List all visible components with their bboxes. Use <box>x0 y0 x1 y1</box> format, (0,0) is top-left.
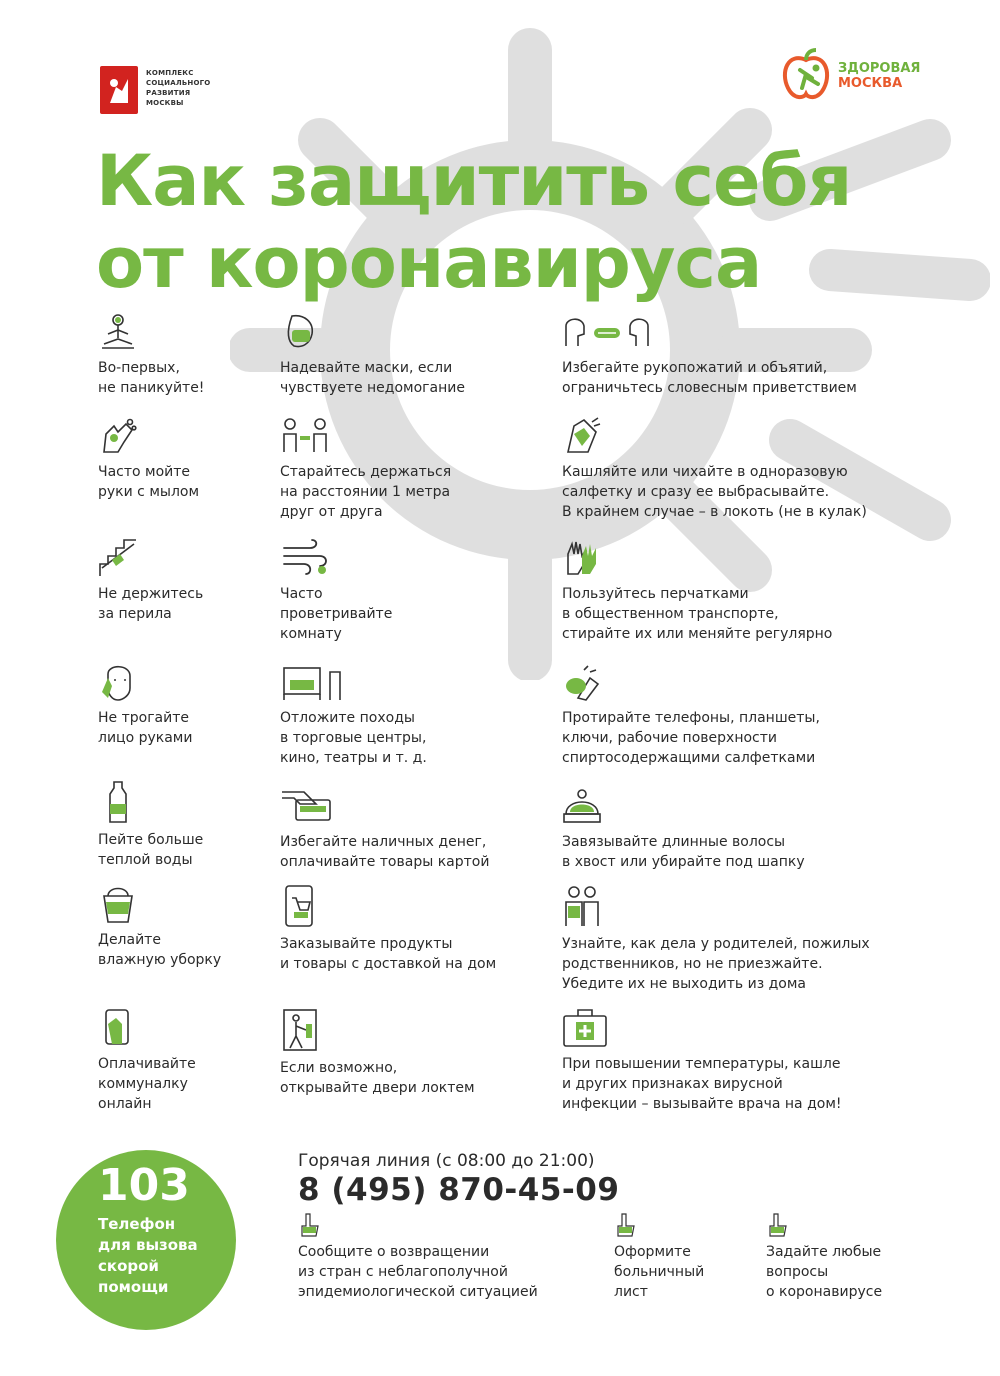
emergency-text: Телефон <box>98 1215 176 1233</box>
org-name <box>146 68 210 108</box>
tip-item <box>562 662 820 768</box>
hand-wash-icon <box>98 416 138 456</box>
tip-text: коммуналку <box>98 1076 188 1092</box>
no-handshake-icon <box>562 312 652 352</box>
tip-text: ключи, рабочие поверхности <box>562 730 777 746</box>
topic-text: из стран с неблагополучной <box>298 1264 508 1280</box>
topic-text: лист <box>614 1284 648 1300</box>
gloves-icon <box>562 538 602 578</box>
tip-text: онлайн <box>98 1096 152 1112</box>
tip-text: теплой воды <box>98 852 193 868</box>
tip-text: ограничьтесь словесным приветствием <box>562 380 857 396</box>
tip-text: руки с мылом <box>98 484 200 500</box>
pointing-hand-icon <box>614 1212 638 1240</box>
tip-item <box>98 780 203 870</box>
org-line: СОЦИАЛЬНОГО <box>146 79 211 87</box>
tip-text: на расстоянии 1 метра <box>280 484 451 500</box>
tip-item <box>280 416 451 522</box>
hotline-topic <box>298 1212 538 1302</box>
phone-cart-icon <box>280 884 320 928</box>
tip-item <box>98 312 204 398</box>
title-line: Как защитить себя <box>96 140 852 222</box>
tip-text: Часто мойте <box>98 464 191 480</box>
title-line: от коронавируса <box>96 222 762 304</box>
tip-item <box>98 538 203 624</box>
tip-item <box>562 312 857 398</box>
tip-text: Во-первых, <box>98 360 180 376</box>
tip-text: Узнайте, как дела у родителей, пожилых <box>562 936 870 952</box>
hotline-phone: 8 (495) 870-45-09 <box>298 1172 620 1208</box>
tip-item <box>562 786 805 872</box>
emergency-text: помощи <box>98 1278 169 1296</box>
tip-text: Завязывайте длинные волосы <box>562 834 786 850</box>
org-logo <box>100 66 210 114</box>
org-line: КОМПЛЕКС <box>146 69 194 77</box>
tip-item <box>280 312 465 398</box>
tip-text: Делайте <box>98 932 161 948</box>
tip-text: Старайтесь держаться <box>280 464 452 480</box>
tip-text: Не трогайте <box>98 710 189 726</box>
tip-text: Убедите их не выходить из дома <box>562 976 806 992</box>
topic-text: эпидемиологической ситуацией <box>298 1284 538 1300</box>
topic-text: Сообщите о возвращении <box>298 1244 490 1260</box>
tip-item <box>280 884 496 974</box>
online-pay-icon <box>98 1008 138 1048</box>
tip-text: не паникуйте! <box>98 380 205 396</box>
tip-text: спиртосодержащими салфетками <box>562 750 816 766</box>
tip-text: Избегайте рукопожатий и объятий, <box>562 360 828 376</box>
topic-text: о коронавирусе <box>766 1284 883 1300</box>
page-title <box>96 140 851 304</box>
tip-text: комнату <box>280 626 342 642</box>
meditation-icon <box>98 312 138 352</box>
moscow-emblem-icon <box>100 66 138 114</box>
tip-text: Если возможно, <box>280 1060 398 1076</box>
tip-item <box>562 416 867 522</box>
tip-text: инфекции – вызывайте врача на дом! <box>562 1096 842 1112</box>
medkit-icon <box>562 1008 608 1048</box>
tip-item <box>98 884 221 970</box>
elderly-icon <box>562 884 602 928</box>
org-line: МОСКВЫ <box>146 99 184 107</box>
tip-item <box>280 538 392 644</box>
tip-item <box>562 1008 842 1114</box>
tip-text: и товары с доставкой на дом <box>280 956 497 972</box>
brand-line: ЗДОРОВАЯ <box>838 61 921 76</box>
topic-text: больничный <box>614 1264 705 1280</box>
topic-text: Оформите <box>614 1244 691 1260</box>
tip-text: и других признаках вирусной <box>562 1076 783 1092</box>
tip-text: влажную уборку <box>98 952 222 968</box>
tip-item <box>98 416 199 502</box>
card-payment-icon <box>280 786 336 826</box>
hotline-topic <box>766 1212 882 1302</box>
distance-icon <box>280 416 330 456</box>
tip-text: салфетку и сразу ее выбрасывайте. <box>562 484 830 500</box>
tip-text: открывайте двери локтем <box>280 1080 475 1096</box>
org-line: РАЗВИТИЯ <box>146 89 191 97</box>
pointing-hand-icon <box>298 1212 322 1240</box>
bucket-icon <box>98 884 138 924</box>
tip-text: Оплачивайте <box>98 1056 196 1072</box>
cinema-icon <box>280 662 344 702</box>
hat-icon <box>562 786 602 826</box>
tip-text: Избегайте наличных денег, <box>280 834 487 850</box>
brand-name <box>838 61 920 91</box>
tip-text: Отложите походы <box>280 710 415 726</box>
tip-item <box>98 662 192 748</box>
tip-text: оплачивайте товары картой <box>280 854 490 870</box>
tip-text: Пользуйтесь перчатками <box>562 586 749 602</box>
tip-text: Протирайте телефоны, планшеты, <box>562 710 820 726</box>
tip-text: кино, театры и т. д. <box>280 750 427 766</box>
tissue-icon <box>562 416 602 456</box>
wind-icon <box>280 538 330 578</box>
tip-text: друг от друга <box>280 504 383 520</box>
tip-text: чувствуете недомогание <box>280 380 465 396</box>
handrail-icon <box>98 538 138 578</box>
face-touch-icon <box>98 662 138 702</box>
water-bottle-icon <box>98 780 138 824</box>
tip-item <box>280 786 489 872</box>
tip-text: Пейте больше <box>98 832 204 848</box>
apple-logo-icon <box>778 48 834 104</box>
tip-text: проветривайте <box>280 606 393 622</box>
tip-item <box>280 1008 475 1098</box>
tip-text: лицо руками <box>98 730 193 746</box>
tip-text: в торговые центры, <box>280 730 427 746</box>
tip-text: Кашляйте или чихайте в одноразовую <box>562 464 848 480</box>
emergency-text: скорой <box>98 1257 159 1275</box>
pointing-hand-icon <box>766 1212 790 1240</box>
tip-text: В крайнем случае – в локоть (не в кулак) <box>562 504 867 520</box>
tip-item <box>280 662 427 768</box>
topic-text: Задайте любые <box>766 1244 882 1260</box>
brand-line: МОСКВА <box>838 76 903 91</box>
door-elbow-icon <box>280 1008 320 1052</box>
tip-text: Надевайте маски, если <box>280 360 453 376</box>
hotline-label: Горячая линия (с 08:00 до 21:00) <box>298 1151 595 1171</box>
topic-text: вопросы <box>766 1264 829 1280</box>
tip-text: Часто <box>280 586 323 602</box>
tip-text: Не держитесь <box>98 586 204 602</box>
emergency-text: для вызова <box>98 1236 198 1254</box>
hotline-topic <box>614 1212 704 1302</box>
tip-text: в хвост или убирайте под шапку <box>562 854 805 870</box>
emergency-circle <box>56 1150 236 1330</box>
tip-item <box>562 884 870 994</box>
emergency-number: 103 <box>98 1160 190 1211</box>
tip-text: в общественном транспорте, <box>562 606 779 622</box>
spray-icon <box>562 662 602 702</box>
tip-text: за перила <box>98 606 172 622</box>
tip-text: При повышении температуры, кашле <box>562 1056 841 1072</box>
healthy-moscow-logo <box>778 48 920 104</box>
tip-text: родственников, но не приезжайте. <box>562 956 823 972</box>
tip-text: Заказывайте продукты <box>280 936 453 952</box>
tip-item <box>98 1008 196 1114</box>
mask-icon <box>280 312 320 352</box>
tip-text: стирайте их или меняйте регулярно <box>562 626 833 642</box>
tip-item <box>562 538 832 644</box>
